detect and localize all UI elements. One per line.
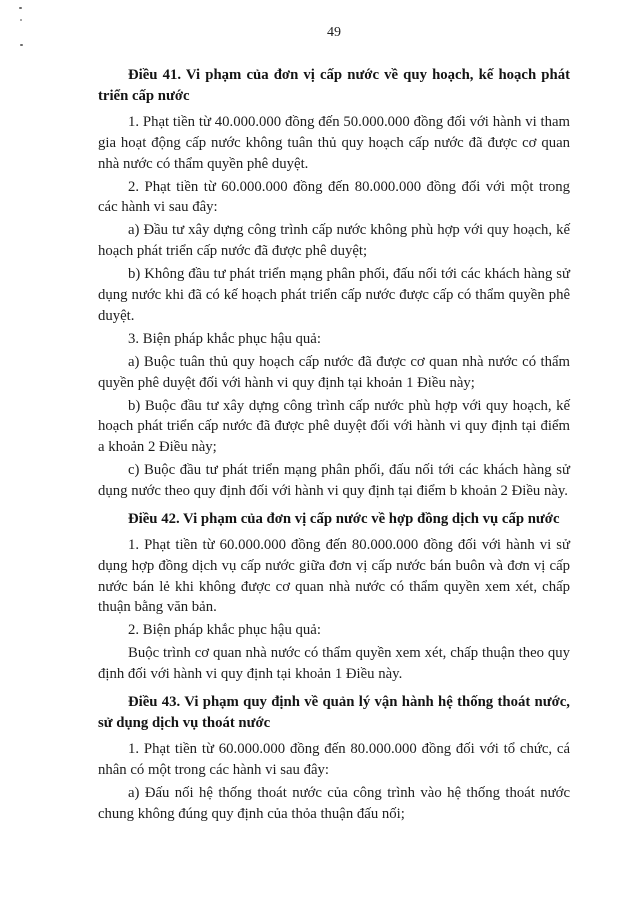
article-42 [98,509,570,685]
clause-2: 2. Biện pháp khắc phục hậu quả: [128,622,321,639]
article-43 [98,692,570,824]
scan-artifact-dot [20,44,23,46]
remedy-text: Buộc trình cơ quan nhà nước có thẩm quyền xem xét, chấp thuận theo quy định đối với hành vi quy định tại khoản 1 Điều này. [98,645,570,683]
clause-1: 1. Phạt tiền từ 60.000.000 đồng đến 80.000.000 đồng đối với tổ chức, cá nhân có một trong các hành vi sau đây: [98,741,570,778]
point-a: a) Đấu nối hệ thống thoát nước của công trình vào hệ thống thoát nước chung không đúng quy định của thỏa thuận đấu nối; [98,784,570,822]
point-b: b) Không đầu tư phát triển mạng phân phối, đấu nối tới các khách hàng sử dụng nước khi đã có kế hoạch phát triển cấp nước được cấp có thẩm quyền phê duyệt. [98,266,570,324]
point-a: a) Đầu tư xây dựng công trình cấp nước không phù hợp với quy hoạch, kế hoạch phát triển cấp nước đã được phê duyệt; [98,222,570,260]
clause-1: 1. Phạt tiền từ 60.000.000 đồng đến 80.000.000 đồng đối với hành vi sử dụng hợp đồng dịch vụ cấp nước giữa đơn vị cấp nước bán buôn và đơn vị cấp nước bán lẻ khi không được cơ quan nhà nước có thẩm quyền xem xét, chấp thuận bằng văn bản. [98,537,570,616]
article-heading: Điều 42. Vi phạm của đơn vị cấp nước về hợp đồng dịch vụ cấp nước [128,510,560,527]
clause-3: 3. Biện pháp khắc phục hậu quả: [128,330,321,347]
article-heading: Điều 41. Vi phạm của đơn vị cấp nước về quy hoạch, kế hoạch phát triển cấp nước [98,67,570,104]
document-body [98,65,570,827]
article-heading: Điều 43. Vi phạm quy định về quản lý vận hành hệ thống thoát nước, sử dụng dịch vụ thoát nước [98,694,570,731]
point-a: a) Buộc tuân thủ quy hoạch cấp nước đã được cơ quan nhà nước có thẩm quyền phê duyệt đối với hành vi quy định tại khoản 1 Điều này; [98,353,570,391]
page-number: 49 [327,25,341,40]
point-b: b) Buộc đầu tư xây dựng công trình cấp nước phù hợp với quy hoạch, kế hoạch phát triển cấp nước đã được phê duyệt đối với hành vi quy định tại điểm a khoản 2 Điều này; [98,397,570,456]
clause-1: 1. Phạt tiền từ 40.000.000 đồng đến 50.000.000 đồng đối với hành vi tham gia hoạt động cấp nước không tuân thủ quy hoạch cấp nước đã được cơ quan nhà nước có thẩm quyền phê duyệt. [98,114,570,172]
article-41 [98,65,570,502]
scan-artifact-dot [19,7,22,9]
clause-2: 2. Phạt tiền từ 60.000.000 đồng đến 80.000.000 đồng đối với một trong các hành vi sau đây: [98,178,570,216]
scan-artifact-dot [20,19,22,21]
point-c: c) Buộc đầu tư phát triển mạng phân phối, đấu nối tới các khách hàng sử dụng nước theo quy định đối với hành vi quy định tại điểm b khoản 2 Điều này. [98,462,570,499]
